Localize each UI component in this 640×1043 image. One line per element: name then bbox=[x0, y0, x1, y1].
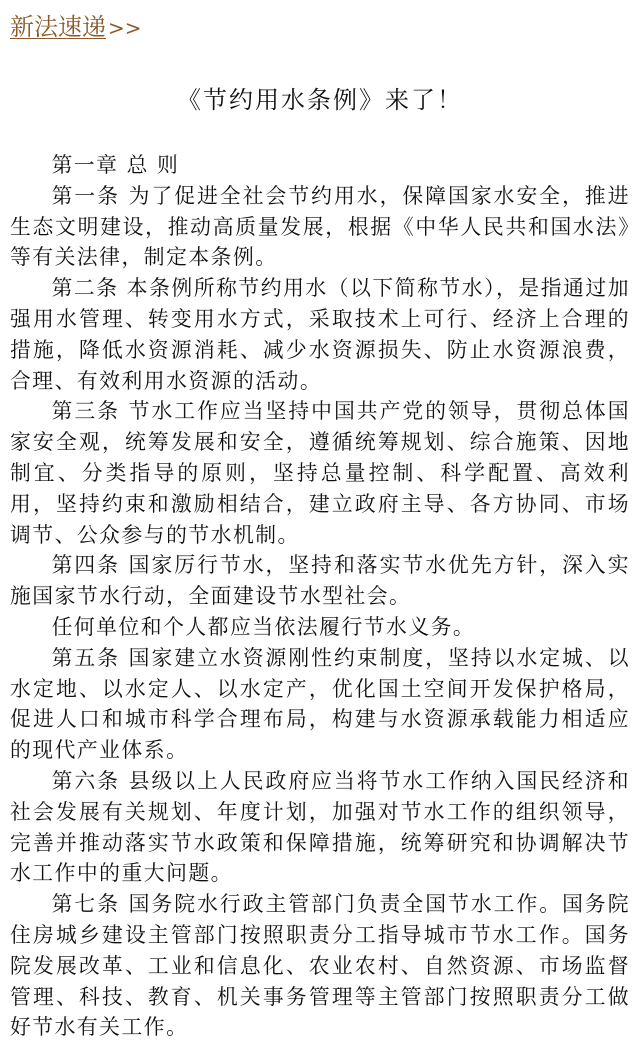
section-link[interactable]: 新法速递 bbox=[10, 13, 106, 41]
article-paragraph: 第二条 本条例所称节约用水（以下简称节水），是指通过加强用水管理、转变用水方式，采取技术上可行、经济上合理的措施，降低水资源消耗、减少水资源损失、防止水资源浪费，合理、有效利用水资源的活动。 bbox=[10, 276, 630, 393]
article-body bbox=[10, 150, 630, 1043]
article-paragraph: 第三条 节水工作应当坚持中国共产党的领导，贯彻总体国家安全观，统筹发展和安全，遵循统筹规划、综合施策、因地制宜、分类指导的原则，坚持总量控制、科学配置、高效利用，坚持约束和激励相结合，建立政府主导、各方协同、市场调节、公众参与的节水机制。 bbox=[10, 399, 630, 547]
section-header bbox=[10, 8, 142, 42]
article-paragraph: 第五条 国家建立水资源刚性约束制度，坚持以水定城、以水定地、以水定人、以水定产，优化国土空间开发保护格局，促进人口和城市科学合理布局，构建与水资源承载能力相适应的现代产业体系。 bbox=[10, 645, 630, 763]
article-paragraph: 第四条 国家厉行节水，坚持和落实节水优先方针，深入实施国家节水行动，全面建设节水型社会。 bbox=[10, 553, 630, 609]
article-paragraph: 第七条 国务院水行政主管部门负责全国节水工作。国务院住房城乡建设主管部门按照职责分工指导城市节水工作。国务院发展改革、工业和信息化、农业农村、自然资源、市场监督管理、科技、教育、机关事务管理等主管部门按照职责分工做好节水有关工作。 bbox=[10, 892, 630, 1040]
article-title: 《节约用水条例》来了！ bbox=[177, 86, 463, 114]
article-paragraph: 任何单位和个人都应当依法履行节水义务。 bbox=[51, 614, 476, 639]
chapter-heading: 第一章 总 则 bbox=[51, 153, 180, 177]
article-paragraph: 第六条 县级以上人民政府应当将节水工作纳入国民经济和社会发展有关规划、年度计划，加强对节水工作的组织领导，完善并推动落实节水政策和保障措施，统筹研究和协调解决节水工作中的重大问题。 bbox=[10, 768, 630, 886]
double-chevron-right-icon: >> bbox=[108, 16, 142, 40]
article-paragraph: 第一条 为了促进全社会节约用水，保障国家水安全，推进生态文明建设，推动高质量发展，根据《中华人民共和国水法》等有关法律，制定本条例。 bbox=[10, 183, 630, 270]
